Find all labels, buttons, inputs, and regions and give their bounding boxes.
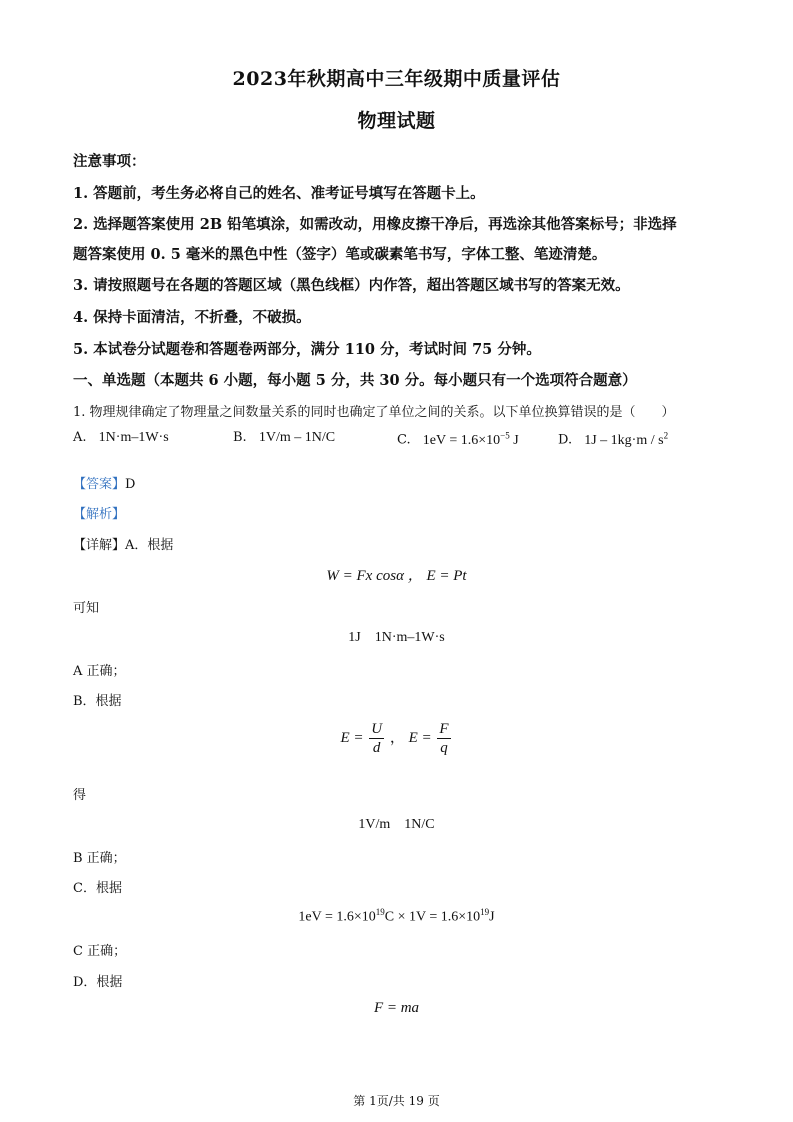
option-c-exponent: −5 xyxy=(500,430,510,440)
notice-item: 题答案使用 0. 5 毫米的黑色中性（签字）笔或碳素笔书写，字体工整、笔迹清楚。 xyxy=(73,246,607,263)
c-intro: C．根据 xyxy=(73,881,122,896)
fraction-numerator: U xyxy=(371,721,383,737)
formula-c-exp1: 19 xyxy=(375,907,385,917)
option-b-label: B. xyxy=(233,430,247,445)
option-d-text xyxy=(584,430,669,448)
page-number: 第 1页/共 19 页 xyxy=(353,1094,440,1108)
fraction-denominator: d xyxy=(372,740,381,756)
option-c-text xyxy=(422,430,519,448)
option-c-label: C. xyxy=(397,432,411,448)
notice-item: 2. 选择题答案使用 2B 铅笔填涂，如需改动，用橡皮擦干净后，再选涂其他答案标号；非选择 xyxy=(73,216,677,233)
fraction-u-over-d xyxy=(369,720,384,757)
formula-a2: 1J 1N·m–1W·s xyxy=(348,630,445,645)
option-a xyxy=(73,430,169,446)
d-intro: D．根据 xyxy=(73,975,123,990)
formula-c-part3: J xyxy=(489,909,495,925)
option-c-unit: J xyxy=(509,432,519,448)
formula-a1: W = Fx cosα ， E = Pt xyxy=(326,568,467,584)
section-heading: 一、单选题（本题共 6 小题，每小题 5 分，共 30 分。每小题只有一个选项符合题意） xyxy=(73,372,637,389)
notice-item: 3. 请按照题号在各题的答题区域（黑色线框）内作答，超出答题区域书写的答案无效。 xyxy=(73,277,630,294)
a-correct: A 正确； xyxy=(73,664,126,679)
option-a-text: 1N·m–1W·s xyxy=(98,430,169,445)
fraction-f-over-q xyxy=(437,720,450,757)
answer-tag: 【答案】 xyxy=(73,477,126,492)
option-d-exponent: 2 xyxy=(663,430,669,440)
text-get: 得 xyxy=(73,788,87,803)
option-b xyxy=(233,430,335,446)
option-c xyxy=(397,430,519,449)
notice-item: 1. 答题前，考生务必将自己的姓名、准考证号填写在答题卡上。 xyxy=(73,185,485,202)
page-subtitle: 物理试题 xyxy=(357,110,436,132)
option-a-label: A. xyxy=(73,430,87,445)
answer-line xyxy=(73,473,135,492)
answer-value: D xyxy=(125,477,136,492)
formula-b-separator: ， xyxy=(389,729,405,746)
fraction-numerator: F xyxy=(439,721,449,737)
b-correct: B 正确； xyxy=(73,851,126,866)
formula-b1 xyxy=(0,720,793,757)
detail-intro: 【详解】A．根据 xyxy=(73,538,174,553)
option-d xyxy=(558,430,668,449)
formula-c-exp2: 19 xyxy=(480,907,490,917)
formula-b2: 1V/m 1N/C xyxy=(358,817,435,832)
formula-b-e2: E = xyxy=(408,729,432,746)
notice-item: 4. 保持卡面清洁，不折叠，不破损。 xyxy=(73,309,311,326)
question-stem: 1. 物理规律确定了物理量之间数量关系的同时也确定了单位之间的关系。以下单位换算错误的是（ ） xyxy=(73,405,675,420)
fraction-denominator: q xyxy=(440,740,448,756)
text-know: 可知 xyxy=(73,601,100,616)
formula-c-part1: 1eV = 1.6×10 xyxy=(298,909,376,925)
page-title: 2023年秋期高中三年级期中质量评估 xyxy=(232,68,561,90)
b-intro: B．根据 xyxy=(73,694,122,709)
notice-item: 5. 本试卷分试题卷和答题卷两部分，满分 110 分，考试时间 75 分钟。 xyxy=(73,341,541,358)
formula-c-part2: C × 1V = 1.6×10 xyxy=(384,909,481,925)
c-correct: C 正确； xyxy=(73,944,127,959)
formula-b-e1: E = xyxy=(340,729,364,746)
formula-d: F = ma xyxy=(373,1000,420,1016)
option-c-base: 1eV = 1.6×10 xyxy=(422,432,501,448)
analysis-tag: 【解析】 xyxy=(73,507,126,522)
formula-c xyxy=(0,907,793,926)
option-d-label: D. xyxy=(558,432,573,448)
option-b-text: 1V/m – 1N/C xyxy=(258,430,336,445)
notice-heading: 注意事项： xyxy=(73,153,146,170)
option-d-base: 1J – 1kg·m / s xyxy=(584,432,664,448)
